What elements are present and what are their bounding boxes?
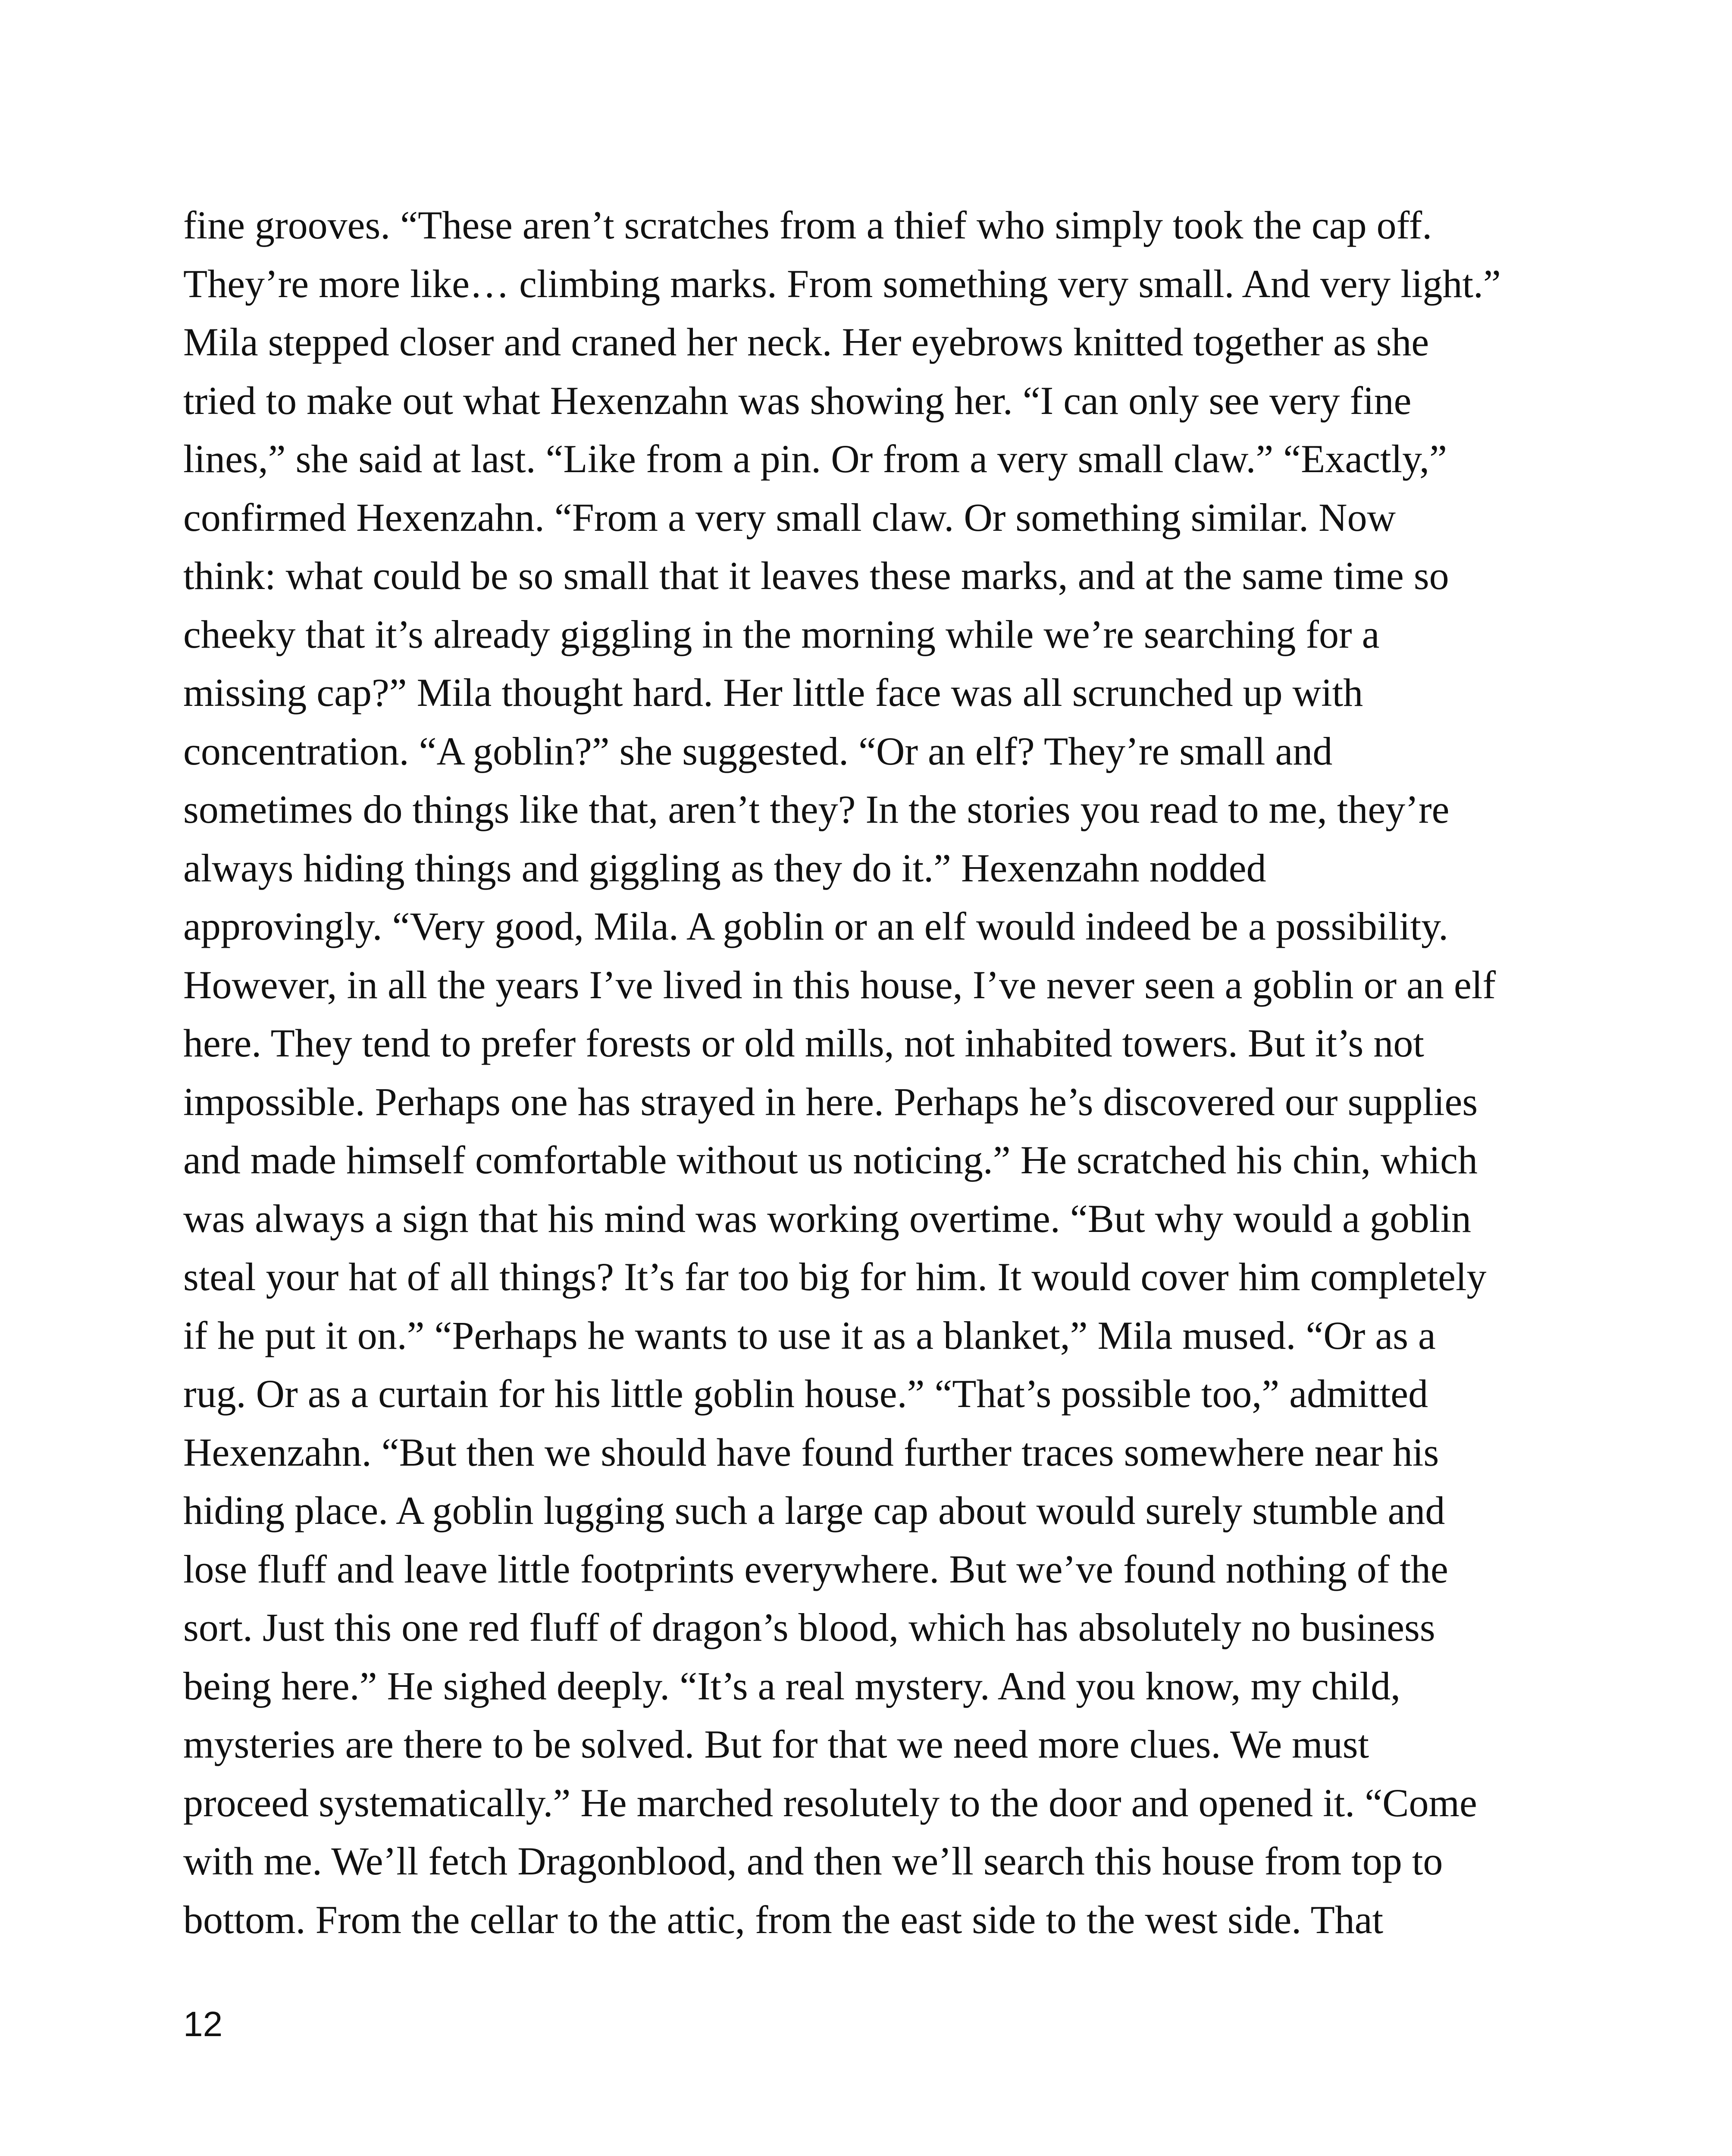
text-line: proceed systematically.” He marched resolutely to the door and opened it. “Come	[183, 1780, 1477, 1825]
text-line: confirmed Hexenzahn. “From a very small claw. Or something similar. Now	[183, 495, 1396, 539]
text-line: Hexenzahn. “But then we should have found further traces somewhere near his	[183, 1430, 1439, 1474]
page-number: 12	[183, 2005, 223, 2044]
text-line: missing cap?” Mila thought hard. Her little face was all scrunched up with	[183, 671, 1363, 714]
text-line: Mila stepped closer and craned her neck. Her eyebrows knitted together as she	[183, 320, 1429, 364]
text-line: They’re more like… climbing marks. From something very small. And very light.”	[183, 261, 1501, 306]
text-line: lines,” she said at last. “Like from a pin. Or from a very small claw.” “Exactly,”	[183, 437, 1447, 481]
text-line: being here.” He sighed deeply. “It’s a real mystery. And you know, my child,	[183, 1664, 1401, 1708]
text-line: However, in all the years I’ve lived in this house, I’ve never seen a goblin or an elf	[183, 962, 1496, 1007]
text-line: approvingly. “Very good, Mila. A goblin or an elf would indeed be a possibility.	[183, 904, 1449, 948]
text-line: concentration. “A goblin?” she suggested. “Or an elf? They’re small and	[183, 729, 1333, 773]
text-line: always hiding things and giggling as they do it.” Hexenzahn nodded	[183, 846, 1266, 890]
text-line: tried to make out what Hexenzahn was showing her. “I can only see very fine	[183, 378, 1412, 423]
text-line: fine grooves. “These aren’t scratches from a thief who simply took the cap off.	[183, 203, 1432, 247]
text-line: rug. Or as a curtain for his little goblin house.” “That’s possible too,” admitted	[183, 1372, 1428, 1416]
text-line: cheeky that it’s already giggling in the morning while we’re searching for a	[183, 612, 1380, 656]
text-line: if he put it on.” “Perhaps he wants to use it as a blanket,” Mila mused. “Or as a	[183, 1313, 1436, 1357]
text-line: steal your hat of all things? It’s far too big for him. It would cover him completely	[183, 1255, 1487, 1299]
text-line: with me. We’ll fetch Dragonblood, and then we’ll search this house from top to	[183, 1839, 1443, 1883]
text-line: was always a sign that his mind was working overtime. “But why would a goblin	[183, 1196, 1472, 1241]
text-line: sort. Just this one red fluff of dragon’s blood, which has absolutely no business	[183, 1605, 1435, 1649]
text-line: bottom. From the cellar to the attic, from the east side to the west side. That	[183, 1897, 1384, 1942]
text-line: here. They tend to prefer forests or old mills, not inhabited towers. But it’s not	[183, 1021, 1424, 1065]
text-line: sometimes do things like that, aren’t they? In the stories you read to me, they’re	[183, 787, 1450, 831]
body-text	[183, 196, 1533, 1949]
text-line: impossible. Perhaps one has strayed in here. Perhaps he’s discovered our supplies	[183, 1079, 1478, 1124]
text-line: mysteries are there to be solved. But for that we need more clues. We must	[183, 1722, 1369, 1766]
text-line: lose fluff and leave little footprints everywhere. But we’ve found nothing of the	[183, 1547, 1448, 1591]
text-line: hiding place. A goblin lugging such a large cap about would surely stumble and	[183, 1489, 1445, 1532]
text-line: and made himself comfortable without us noticing.” He scratched his chin, which	[183, 1138, 1478, 1182]
text-line: think: what could be so small that it leaves these marks, and at the same time so	[183, 554, 1449, 598]
